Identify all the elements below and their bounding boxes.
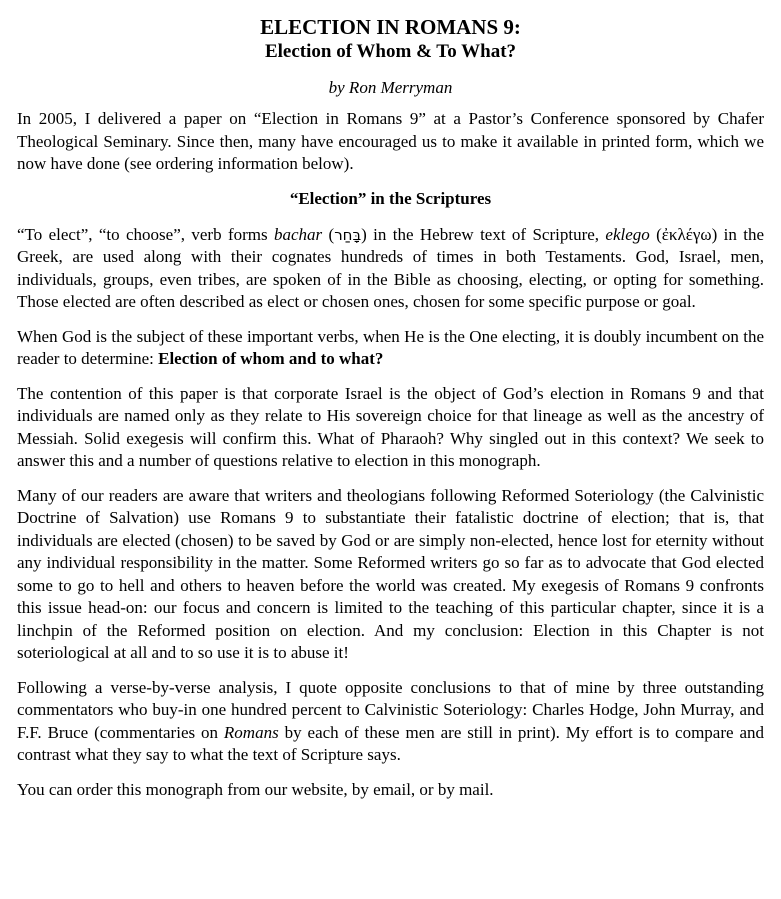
paragraph-verb-forms [17,224,764,314]
p1-text-e: ) in the Greek, are used along with their cognates hundreds of times in both Testaments. God, Israel, men, individuals, groups, even tribes, are spoken of in the Bible as choosing, electing, or opting for something. Those elected are often described as elect or chosen ones, chosen for some specific purpose or goal. [17,224,764,311]
paragraph-commentators [17,677,764,767]
p2-bold-question: Election of whom and to what? [158,349,384,368]
paragraph-contention: The contention of this paper is that corporate Israel is the object of God’s election in Romans 9 and that individuals are named only as they relate to His sovereign choice for that lineage as well as the ancestry of Messiah. Solid exegesis will confirm this. What of Pharaoh? Why singled out in this context? We seek to answer this and a number of questions relative to election in this monograph. [17,383,764,470]
p1-text-d: ( [649,224,662,244]
author-byline: by Ron Merryman [328,78,453,97]
paragraph-ordering: You can order this monograph from our website, by email, or by mail. [17,779,494,799]
hebrew-word: בָּחַר [334,225,362,244]
paragraph-reformed-soteriology: Many of our readers are aware that writers and theologians following Reformed Soteriology (the Calvinistic Doctrine of Salvation) use Romans 9 to substantiate their fatalistic doctrine of election; that is, that individuals are elected (chosen) to be saved by God or are simply non-elected, hence lost for eternity without any individual responsibility in the matter. Some Reformed writers go so far as to advocate that God elected some to go to hell and others to heaven before the world was created. My exegesis of Romans 9 confronts this issue head-on: our focus and concern is limited to the teaching of this particular chapter, since it is a linchpin of the Reformed position on election. And my conclusion: Election in this Chapter is not soteriological at all and to so use it is to abuse it! [17,485,764,662]
document-title: ELECTION IN ROMANS 9: [260,15,521,39]
eklego-term: eklego [605,224,650,244]
bachar-term: bachar [273,224,323,244]
romans-title: Romans [223,722,279,742]
section-heading: “Election” in the Scriptures [289,188,492,208]
p1-text-b: ( [322,224,335,244]
paragraph-god-electing [17,326,764,371]
document-subtitle: Election of Whom & To What? [264,41,517,62]
p5-text-a: Following a verse-by-verse analysis, I quote opposite conclusions to that of mine by three outstanding commentators who buy-in one hundred percent to Calvinistic Soteriology: Charles Hodge, John Murray, and F.F. Bruce (commentaries on [17,677,764,742]
p5-text-b: by each of these men are still in print). My effort is to compare and contrast what they say to what the text of Scripture says. [17,722,764,764]
p1-text-a: “To elect”, “to choose”, verb forms [17,224,274,244]
greek-word: ἐκλέγω [661,224,712,244]
intro-paragraph: In 2005, I delivered a paper on “Election in Romans 9” at a Pastor’s Conference sponsored by Chafer Theological Seminary. Since then, many have encouraged us to make it available in printed form, which we now have done (see ordering information below). [17,109,764,173]
p1-text-c: ) in the Hebrew text of Scripture, [361,224,606,244]
p2-text: When God is the subject of these important verbs, when He is the One electing, it is doubly incumbent on the reader to determine: [17,326,764,368]
